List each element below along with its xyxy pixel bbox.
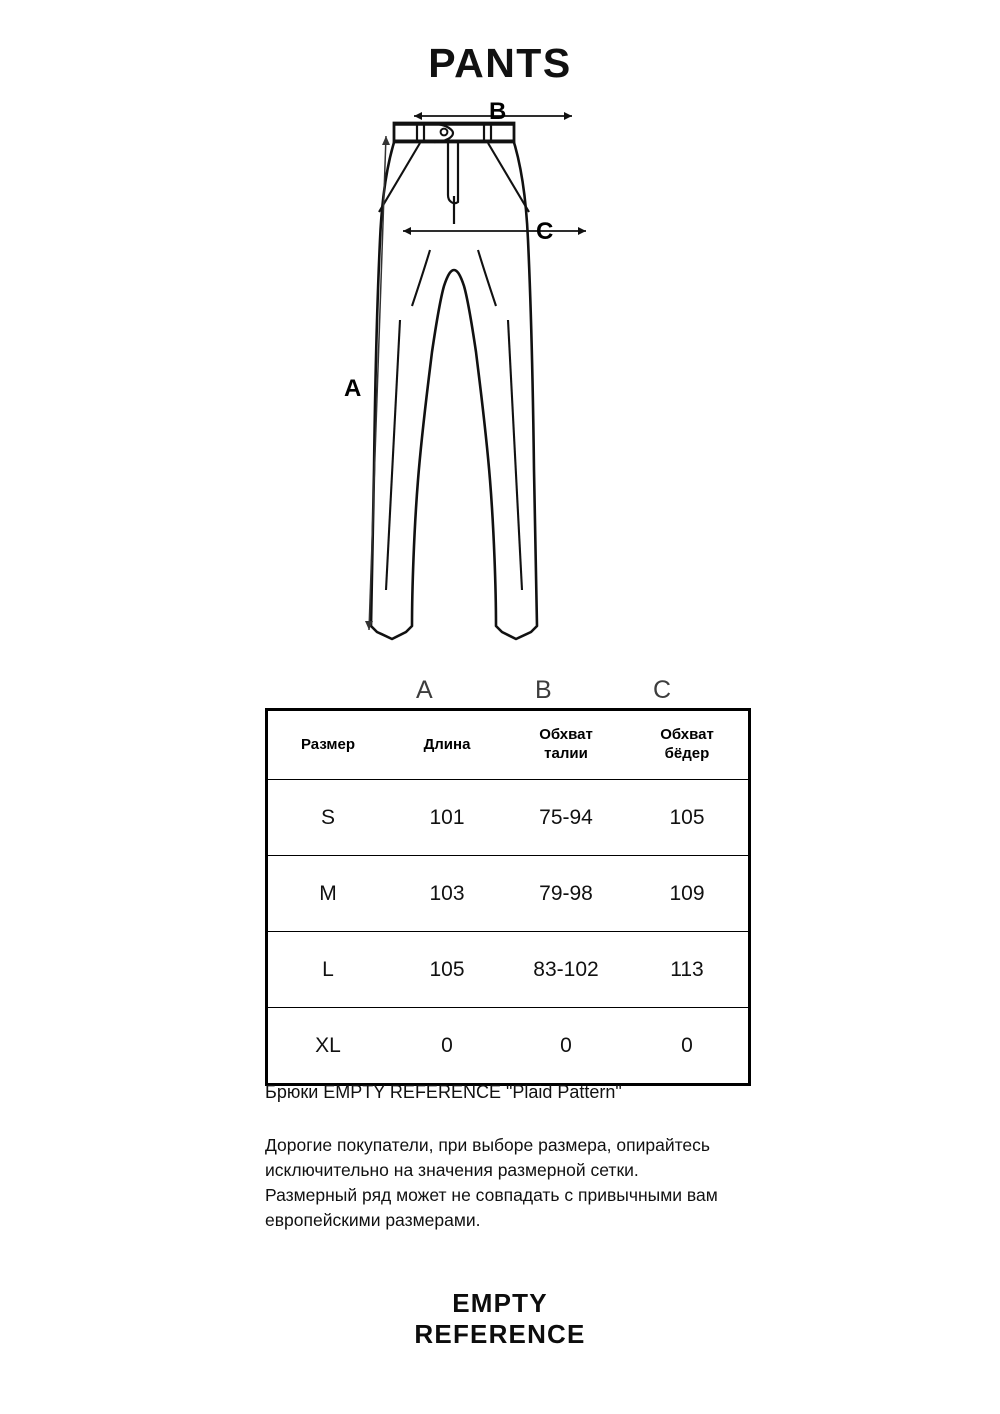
pants-illustration-svg bbox=[320, 90, 640, 670]
table-column-letters bbox=[265, 676, 745, 706]
header-length bbox=[388, 710, 506, 780]
table-row bbox=[267, 1008, 750, 1085]
cell-waist: 75-94 bbox=[506, 780, 626, 856]
cell-waist: 0 bbox=[506, 1008, 626, 1085]
column-letter-b: B bbox=[535, 676, 552, 704]
pants-diagram bbox=[320, 90, 640, 670]
header-waist bbox=[506, 710, 626, 780]
cell-length: 103 bbox=[388, 856, 506, 932]
page-title: PANTS bbox=[428, 40, 572, 86]
dimension-label-a: A bbox=[344, 375, 362, 402]
size-notice bbox=[265, 1133, 785, 1232]
header-hips-line1: Обхват bbox=[660, 726, 714, 744]
cell-waist: 83-102 bbox=[506, 932, 626, 1008]
header-hips bbox=[626, 710, 750, 780]
column-letter-c: C bbox=[653, 676, 672, 704]
table-row bbox=[267, 780, 750, 856]
table-body bbox=[267, 780, 750, 1085]
header-waist-line1: Обхват bbox=[539, 726, 593, 744]
brand-line-2: REFERENCE bbox=[414, 1318, 586, 1349]
cell-waist: 79-98 bbox=[506, 856, 626, 932]
cell-length: 0 bbox=[388, 1008, 506, 1085]
cell-size: M bbox=[267, 856, 389, 932]
cell-length: 105 bbox=[388, 932, 506, 1008]
table-header-row bbox=[267, 710, 750, 780]
cell-hips: 105 bbox=[626, 780, 750, 856]
cell-size: XL bbox=[267, 1008, 389, 1085]
cell-hips: 109 bbox=[626, 856, 750, 932]
header-length-label: Длина bbox=[423, 735, 471, 753]
cell-hips: 113 bbox=[626, 932, 750, 1008]
dimension-label-c: C bbox=[536, 218, 554, 245]
cell-hips: 0 bbox=[626, 1008, 750, 1085]
size-table bbox=[265, 708, 751, 1086]
notice-line-1: Дорогие покупатели, при выборе размера, опирайтесь bbox=[265, 1135, 711, 1155]
notice-line-3: Размерный ряд может не совпадать с привычными вам bbox=[265, 1184, 718, 1205]
header-size-label: Размер bbox=[300, 735, 356, 753]
column-letter-a: A bbox=[416, 676, 433, 704]
brand-logo bbox=[0, 1288, 1000, 1349]
table-row bbox=[267, 932, 750, 1008]
table-row bbox=[267, 856, 750, 932]
header-waist-line2: талии bbox=[544, 745, 588, 762]
brand-line-1: EMPTY bbox=[452, 1288, 548, 1318]
cell-size: L bbox=[267, 932, 389, 1008]
product-name: Брюки EMPTY REFERENCE "Plaid Pattern" bbox=[265, 1082, 622, 1102]
header-size bbox=[267, 710, 389, 780]
notice-line-2: исключительно на значения размерной сетки. bbox=[265, 1159, 639, 1180]
table-head bbox=[267, 710, 750, 780]
dimension-label-b: B bbox=[489, 98, 507, 125]
cell-size: S bbox=[267, 780, 389, 856]
cell-length: 101 bbox=[388, 780, 506, 856]
notice-line-4: европейскими размерами. bbox=[265, 1209, 481, 1230]
header-hips-line2: бёдер bbox=[664, 745, 710, 762]
